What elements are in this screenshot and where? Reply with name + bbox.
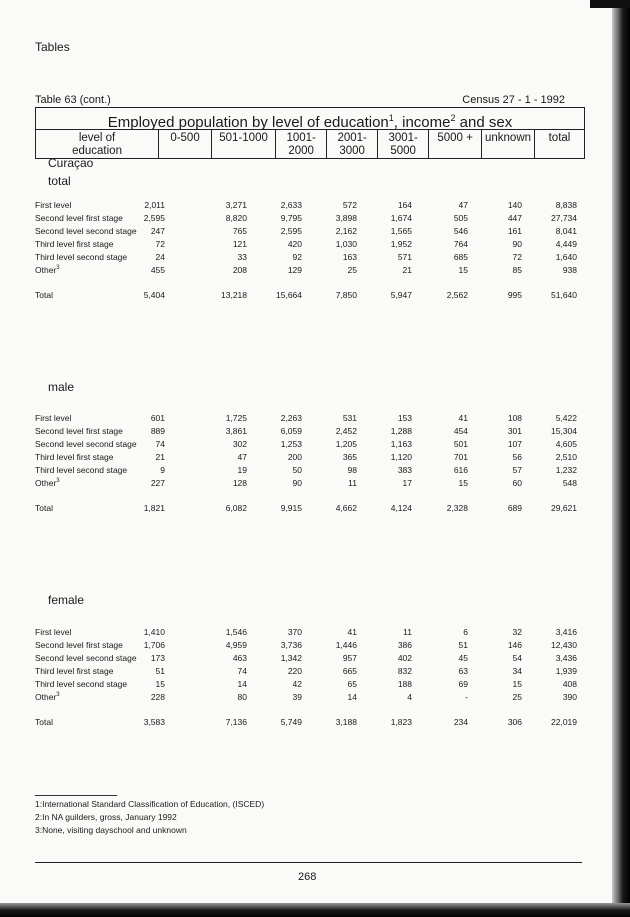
cell-value: 9,915 (280, 503, 302, 513)
cell-value: 370 (287, 627, 302, 637)
table-row (35, 452, 595, 465)
cell-value: 208 (232, 265, 247, 275)
cell-value: 34 (512, 666, 522, 676)
cell-value: 15,304 (551, 426, 577, 436)
cell-value: 25 (347, 265, 357, 275)
cell-value: 5,947 (390, 290, 412, 300)
cell-value: 4 (407, 692, 412, 702)
row-label: Total (35, 290, 53, 300)
cell-value: 45 (458, 653, 468, 663)
cell-value: 3,436 (555, 653, 577, 663)
cell-value: 4,959 (225, 640, 247, 650)
cell-value: 1,253 (280, 439, 302, 449)
cell-value: 365 (342, 452, 357, 462)
cell-value: 42 (292, 679, 302, 689)
cell-value: - (465, 692, 468, 702)
census-date: Census 27 - 1 - 1992 (462, 94, 565, 106)
cell-value: 938 (562, 265, 577, 275)
cell-value: 957 (342, 653, 357, 663)
cell-value: 11 (403, 627, 412, 637)
cell-value: 39 (292, 692, 302, 702)
cell-value: 6,082 (225, 503, 247, 513)
cell-value: 85 (512, 265, 522, 275)
cell-value: 80 (237, 692, 247, 702)
cell-value: 3,861 (225, 426, 247, 436)
cell-value: 1,952 (390, 239, 412, 249)
cell-value: 2,562 (446, 290, 468, 300)
section-female: female (48, 593, 85, 607)
row-label: First level (35, 413, 72, 423)
cell-value: 1,205 (335, 439, 357, 449)
cell-value: 13,218 (221, 290, 247, 300)
cell-value: 1,163 (390, 439, 412, 449)
table-id: Table 63 (cont.) (35, 94, 111, 106)
cell-value: 2,328 (446, 503, 468, 513)
column-header: 3001-5000 (378, 130, 429, 158)
cell-value: 200 (287, 452, 302, 462)
cell-value: 8,838 (555, 200, 577, 210)
cell-value: 4,449 (555, 239, 577, 249)
cell-value: 386 (397, 640, 412, 650)
cell-value: 7,136 (225, 717, 247, 727)
column-header: 0-500 (159, 130, 212, 158)
page-number: 268 (298, 871, 317, 883)
cell-value: 1,410 (143, 627, 165, 637)
cell-value: 701 (453, 452, 468, 462)
footnote-divider (35, 795, 117, 796)
cell-value: 15 (458, 265, 468, 275)
cell-value: 2,595 (143, 213, 165, 223)
row-label: Third level first stage (35, 666, 114, 676)
cell-value: 4,124 (390, 503, 412, 513)
section-male: male (48, 380, 75, 394)
row-label: First level (35, 200, 72, 210)
cell-value: 2,510 (555, 452, 577, 462)
cell-value: 383 (397, 465, 412, 475)
row-label: Second level second stage (35, 653, 137, 663)
cell-value: 19 (237, 465, 247, 475)
cell-value: 51,640 (551, 290, 577, 300)
cell-value: 1,640 (555, 252, 577, 262)
column-header: 1001-2000 (276, 130, 327, 158)
cell-value: 1,546 (225, 627, 247, 637)
row-label: Third level second stage (35, 679, 128, 689)
cell-value: 2,162 (335, 226, 357, 236)
cell-value: 3,583 (143, 717, 165, 727)
column-header: 501-1000 (212, 130, 276, 158)
cell-value: 4,662 (335, 503, 357, 513)
table-row (35, 627, 595, 640)
cell-value: 765 (232, 226, 247, 236)
scan-edge (612, 0, 630, 917)
cell-value: 47 (237, 452, 247, 462)
table-row (35, 679, 595, 692)
cell-value: 301 (507, 426, 522, 436)
section-label: Tables (35, 40, 70, 54)
cell-value: 9 (160, 465, 165, 475)
scan-edge-top (590, 0, 630, 8)
cell-value: 247 (150, 226, 165, 236)
cell-value: 5,422 (555, 413, 577, 423)
cell-value: 228 (150, 692, 165, 702)
cell-value: 4,605 (555, 439, 577, 449)
cell-value: 92 (292, 252, 302, 262)
table-row (35, 290, 595, 303)
cell-value: 1,706 (143, 640, 165, 650)
table-title: Employed population by level of education$^1$, income$^2$ and sex (36, 108, 584, 130)
cell-value: 1,030 (335, 239, 357, 249)
cell-value: 65 (347, 679, 357, 689)
table-row (35, 239, 595, 252)
cell-value: 33 (237, 252, 247, 262)
cell-value: 14 (347, 692, 357, 702)
cell-value: 21 (155, 452, 165, 462)
cell-value: 3,898 (335, 213, 357, 223)
cell-value: 665 (342, 666, 357, 676)
cell-value: 531 (342, 413, 357, 423)
row-label: Second level first stage (35, 640, 123, 650)
cell-value: 402 (397, 653, 412, 663)
row-label: Third level first stage (35, 239, 114, 249)
cell-value: 47 (458, 200, 468, 210)
cell-value: 32 (512, 627, 522, 637)
row-label: Second level second stage (35, 439, 137, 449)
cell-value: 164 (397, 200, 412, 210)
cell-value: 9,795 (280, 213, 302, 223)
cell-value: 27,734 (551, 213, 577, 223)
cell-value: 41 (347, 627, 357, 637)
column-header: 2001-3000 (327, 130, 378, 158)
cell-value: 74 (237, 666, 247, 676)
cell-value: 72 (512, 252, 522, 262)
column-header: 5000 + (429, 130, 482, 158)
cell-value: 15 (458, 478, 468, 488)
table-row (35, 692, 595, 705)
row-label: Second level first stage (35, 426, 123, 436)
cell-value: 108 (507, 413, 522, 423)
table-row (35, 426, 595, 439)
cell-value: 3,416 (555, 627, 577, 637)
cell-value: 390 (562, 692, 577, 702)
cell-value: 220 (287, 666, 302, 676)
table-row (35, 200, 595, 213)
table-row (35, 226, 595, 239)
cell-value: 69 (458, 679, 468, 689)
cell-value: 15 (512, 679, 522, 689)
cell-value: 420 (287, 239, 302, 249)
row-label: Third level first stage (35, 452, 114, 462)
cell-value: 22,019 (551, 717, 577, 727)
cell-value: 74 (155, 439, 165, 449)
cell-value: 98 (347, 465, 357, 475)
row-label: Other$^3$ (35, 692, 60, 702)
table-header (35, 107, 585, 159)
cell-value: 63 (458, 666, 468, 676)
cell-value: 7,850 (335, 290, 357, 300)
cell-value: 548 (562, 478, 577, 488)
cell-value: 153 (397, 413, 412, 423)
cell-value: 51 (155, 666, 165, 676)
cell-value: 505 (453, 213, 468, 223)
cell-value: 227 (150, 478, 165, 488)
cell-value: 501 (453, 439, 468, 449)
row-label: First level (35, 627, 72, 637)
cell-value: 6 (463, 627, 468, 637)
table-row (35, 465, 595, 478)
cell-value: 1,232 (555, 465, 577, 475)
cell-value: 601 (150, 413, 165, 423)
page-footer-divider (35, 862, 582, 863)
cell-value: 29,621 (551, 503, 577, 513)
cell-value: 454 (453, 426, 468, 436)
cell-value: 463 (232, 653, 247, 663)
cell-value: 1,939 (555, 666, 577, 676)
row-label: Third level second stage (35, 252, 128, 262)
cell-value: 764 (453, 239, 468, 249)
cell-value: 21 (402, 265, 412, 275)
cell-value: 128 (232, 478, 247, 488)
cell-value: 302 (232, 439, 247, 449)
cell-value: 121 (232, 239, 247, 249)
cell-value: 1,725 (225, 413, 247, 423)
row-label: Total (35, 503, 53, 513)
cell-value: 173 (150, 653, 165, 663)
column-header: total (548, 132, 571, 144)
cell-value: 3,271 (225, 200, 247, 210)
cell-value: 15 (155, 679, 165, 689)
table-row (35, 478, 595, 491)
cell-value: 572 (342, 200, 357, 210)
cell-value: 685 (453, 252, 468, 262)
cell-value: 8,820 (225, 213, 247, 223)
row-label: Other$^3$ (35, 478, 60, 488)
cell-value: 163 (342, 252, 357, 262)
cell-value: 2,595 (280, 226, 302, 236)
cell-value: 56 (512, 452, 522, 462)
cell-value: 129 (287, 265, 302, 275)
cell-value: 3,736 (280, 640, 302, 650)
cell-value: 306 (507, 717, 522, 727)
cell-value: 889 (150, 426, 165, 436)
cell-value: 72 (155, 239, 165, 249)
cell-value: 2,263 (280, 413, 302, 423)
cell-value: 161 (507, 226, 522, 236)
cell-value: 408 (562, 679, 577, 689)
cell-value: 1,674 (390, 213, 412, 223)
column-header: level of education (36, 130, 159, 158)
cell-value: 1,821 (143, 503, 165, 513)
cell-value: 107 (507, 439, 522, 449)
section-total: total (48, 174, 71, 188)
table-row (35, 252, 595, 265)
footnote-3: 3:None, visiting dayschool and unknown (35, 825, 187, 835)
cell-value: 146 (507, 640, 522, 650)
column-headers (36, 130, 584, 158)
cell-value: 2,452 (335, 426, 357, 436)
cell-value: 571 (397, 252, 412, 262)
cell-value: 140 (507, 200, 522, 210)
row-label: Total (35, 717, 53, 727)
table-row (35, 439, 595, 452)
table-row (35, 213, 595, 226)
cell-value: 616 (453, 465, 468, 475)
footnote-2: 2:In NA guilders, gross, January 1992 (35, 812, 177, 822)
table-row (35, 413, 595, 426)
cell-value: 41 (458, 413, 468, 423)
table-row (35, 653, 595, 666)
footnote-1: 1:International Standard Classification of Education, (ISCED) (35, 799, 265, 809)
column-header: unknown (482, 130, 535, 158)
cell-value: 5,749 (280, 717, 302, 727)
cell-value: 832 (397, 666, 412, 676)
cell-value: 25 (512, 692, 522, 702)
row-label: Other$^3$ (35, 265, 60, 275)
cell-value: 1,823 (390, 717, 412, 727)
cell-value: 14 (237, 679, 247, 689)
cell-value: 1,288 (390, 426, 412, 436)
table-row (35, 265, 595, 278)
cell-value: 17 (402, 478, 412, 488)
cell-value: 2,633 (280, 200, 302, 210)
table-row (35, 640, 595, 653)
table-row (35, 503, 595, 516)
cell-value: 1,446 (335, 640, 357, 650)
cell-value: 546 (453, 226, 468, 236)
cell-value: 51 (458, 640, 468, 650)
cell-value: 11 (348, 478, 357, 488)
cell-value: 8,041 (555, 226, 577, 236)
cell-value: 1,342 (280, 653, 302, 663)
cell-value: 6,059 (280, 426, 302, 436)
row-label: Second level first stage (35, 213, 123, 223)
table-row (35, 717, 595, 730)
cell-value: 689 (507, 503, 522, 513)
cell-value: 5,404 (143, 290, 165, 300)
cell-value: 90 (292, 478, 302, 488)
cell-value: 54 (512, 653, 522, 663)
cell-value: 50 (292, 465, 302, 475)
table-row (35, 666, 595, 679)
cell-value: 447 (507, 213, 522, 223)
cell-value: 15,664 (276, 290, 302, 300)
row-label: Second level second stage (35, 226, 137, 236)
region-label: Curaçao (48, 156, 94, 170)
cell-value: 60 (512, 478, 522, 488)
cell-value: 1,565 (390, 226, 412, 236)
cell-value: 995 (507, 290, 522, 300)
footnotes (35, 798, 264, 837)
cell-value: 2,011 (144, 200, 165, 210)
cell-value: 455 (150, 265, 165, 275)
cell-value: 12,430 (551, 640, 577, 650)
cell-value: 1,120 (390, 452, 412, 462)
cell-value: 90 (512, 239, 522, 249)
scan-edge-bottom (0, 903, 630, 917)
cell-value: 24 (155, 252, 165, 262)
cell-value: 3,188 (335, 717, 357, 727)
cell-value: 234 (453, 717, 468, 727)
row-label: Third level second stage (35, 465, 128, 475)
cell-value: 188 (397, 679, 412, 689)
cell-value: 57 (512, 465, 522, 475)
